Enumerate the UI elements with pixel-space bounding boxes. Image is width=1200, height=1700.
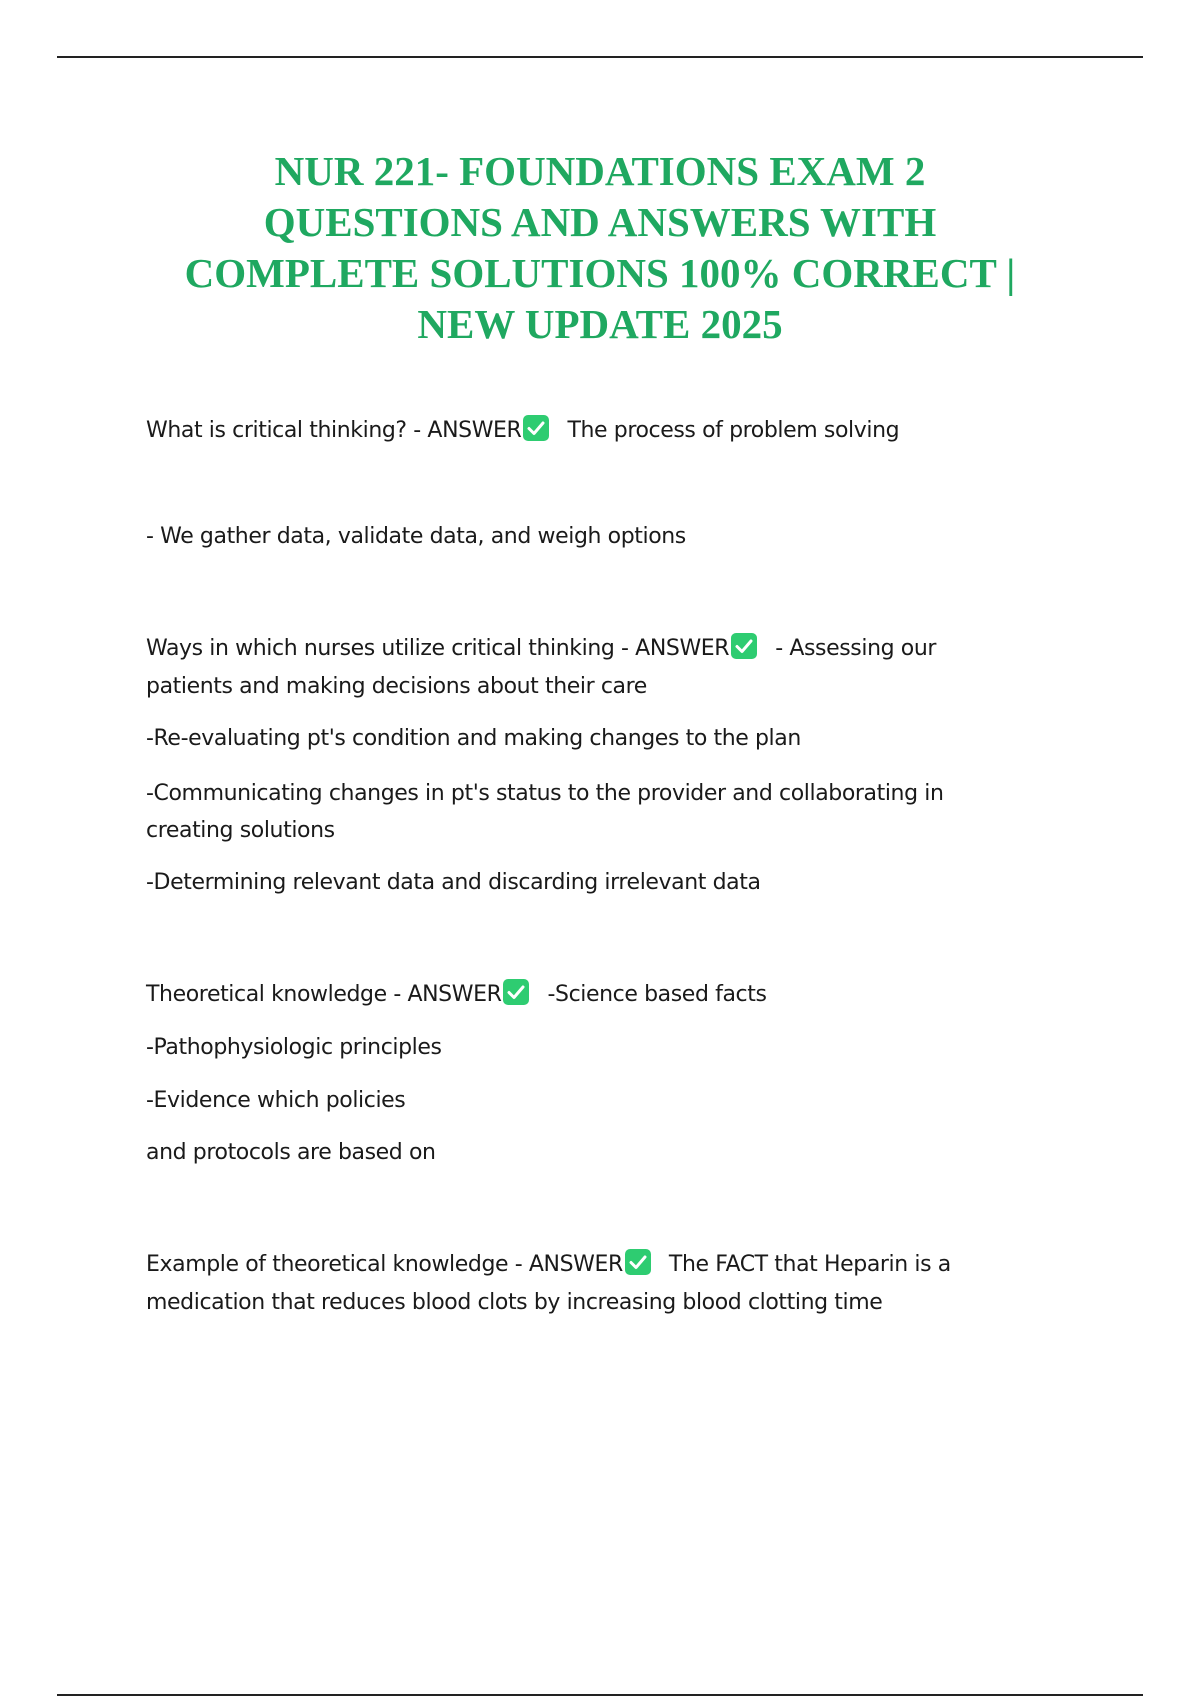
- answer-line: - We gather data, validate data, and weigh options: [146, 524, 686, 549]
- answer-text: The process of problem solving: [567, 418, 900, 443]
- answer-line: -Determining relevant data and discarding irrelevant data: [146, 870, 761, 895]
- question-text: Example of theoretical knowledge - ANSWER: [146, 1252, 623, 1277]
- title-line: QUESTIONS AND ANSWERS WITH: [263, 199, 937, 245]
- check-mark-icon: [503, 979, 529, 1005]
- question-line: [146, 633, 1046, 664]
- answer-text: - Assessing our: [775, 636, 937, 661]
- answer-line: -Communicating changes in pt's status to the provider and collaborating in: [146, 781, 944, 806]
- answer-line: medication that reduces blood clots by increasing blood clotting time: [146, 1290, 883, 1315]
- bottom-rule: [57, 1694, 1143, 1696]
- title-line: NEW UPDATE 2025: [417, 301, 783, 347]
- check-mark-icon: [523, 415, 549, 441]
- answer-line: creating solutions: [146, 818, 335, 843]
- question-line: [146, 1249, 1046, 1280]
- question-text: What is critical thinking? - ANSWER: [146, 418, 522, 443]
- question-text: Ways in which nurses utilize critical thinking - ANSWER: [146, 636, 730, 661]
- top-rule: [57, 56, 1143, 58]
- title-line: NUR 221- FOUNDATIONS EXAM 2: [274, 148, 926, 194]
- check-mark-icon: [625, 1249, 651, 1275]
- question-line: [146, 415, 1046, 446]
- answer-text: The FACT that Heparin is a: [668, 1252, 951, 1277]
- answer-line: -Re-evaluating pt's condition and making changes to the plan: [146, 726, 801, 751]
- question-line: [146, 979, 1046, 1010]
- document-title: [100, 146, 1100, 350]
- title-line: COMPLETE SOLUTIONS 100% CORRECT |: [184, 250, 1016, 296]
- answer-text: -Science based facts: [547, 982, 767, 1007]
- answer-line: -Pathophysiologic principles: [146, 1035, 442, 1060]
- answer-line: patients and making decisions about their care: [146, 674, 647, 699]
- answer-line: -Evidence which policies: [146, 1088, 406, 1113]
- question-text: Theoretical knowledge - ANSWER: [146, 982, 502, 1007]
- answer-line: and protocols are based on: [146, 1140, 436, 1165]
- check-mark-icon: [731, 633, 757, 659]
